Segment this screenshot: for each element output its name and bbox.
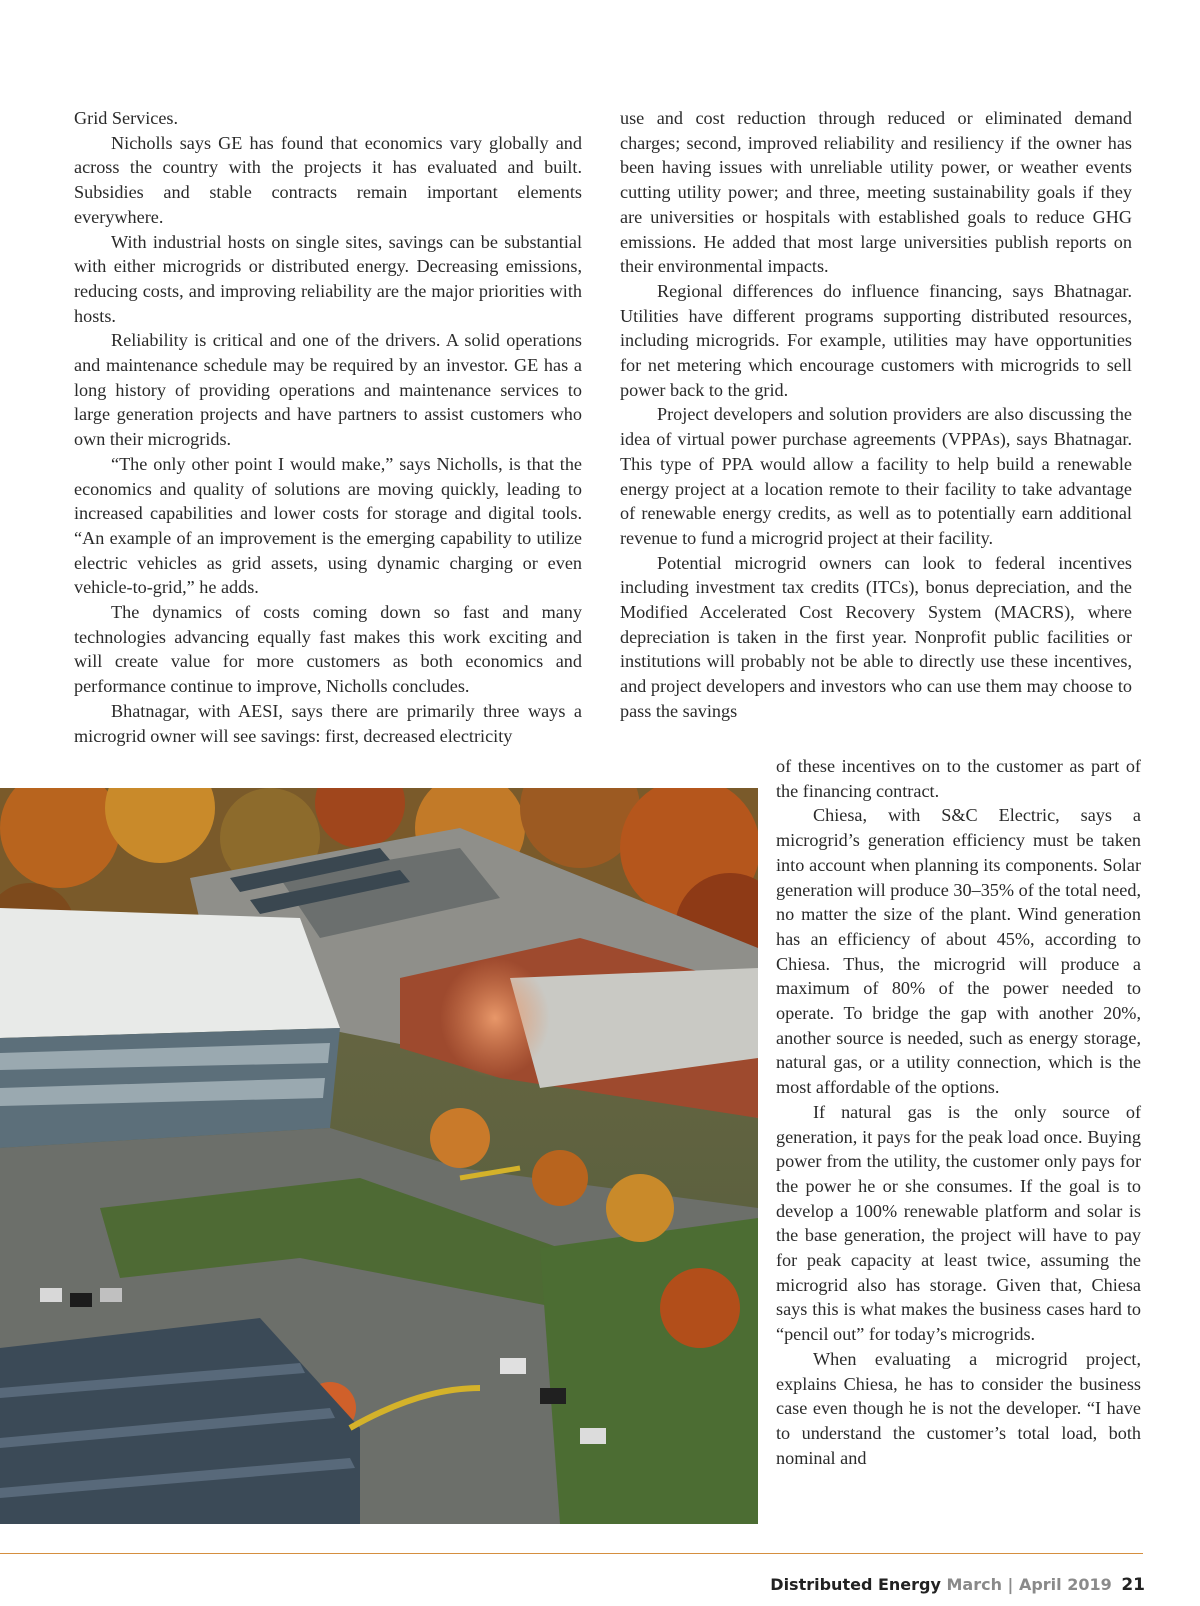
- paragraph: If natural gas is the only source of generation, it pays for the peak load once. Buying power from the utility, the customer only pays for the power he or she consumes. If the goal is to develop a 100% renewable platform and solar is the base generation, the project will have to pay for peak capacity at least twice, assuming the microgrid also has storage. Given that, Chiesa says this is what makes the business cases hard to “pencil out” for today’s microgrids.: [776, 1101, 1141, 1345]
- paragraph: Reliability is critical and one of the drivers. A solid operations and maintenance schedule may be required by an investor. GE has a long history of providing operations and maintenance services to large generation projects and have partners to assist customers who own their microgrids.: [74, 330, 582, 450]
- page-footer: [770, 1575, 1145, 1595]
- issue-date: March | April 2019: [946, 1575, 1112, 1594]
- paragraph: use and cost reduction through reduced or eliminated demand charges; second, improved reliability and resiliency if the owner has been having issues with unreliable utility power, or weather events cutting utility power; and three, meeting sustainability goals if they are universities or hospitals with established goals to reduce GHG emissions. He added that most large universities publish reports on their environmental impacts.: [620, 108, 1132, 277]
- footer-rule: [0, 1553, 1143, 1554]
- paragraph: “The only other point I would make,” says Nicholls, is that the economics and quality of solutions are moving quickly, leading to increased capabilities and lower costs for storage and digital tools. “An example of an improvement is the emerging capability to utilize electric vehicles as grid assets, using dynamic charging or even vehicle-to-grid,” he adds.: [74, 453, 582, 598]
- paragraph: The dynamics of costs coming down so fast and many technologies advancing equally fast makes this work exciting and will create value for more customers as both economics and performance continue to improve, Nicholls concludes.: [74, 602, 582, 697]
- paragraph: With industrial hosts on single sites, savings can be substantial with either microgrids or distributed energy. Decreasing emissions, reducing costs, and improving reliability are the major priorities with hosts.: [74, 231, 582, 326]
- right-text-column-top: [620, 106, 1132, 724]
- paragraph: of these incentives on to the customer as part of the financing contract.: [776, 756, 1141, 801]
- publication-name: Distributed Energy: [770, 1575, 941, 1594]
- paragraph: Nicholls says GE has found that economics vary globally and across the country with the projects it has evaluated and built. Subsidies and stable contracts remain important elements everywhere.: [74, 132, 582, 227]
- paragraph: Potential microgrid owners can look to federal incentives including investment tax credits (ITCs), bonus depreciation, and the Modified Accelerated Cost Recovery System (MACRS), where depreciation is taken in the first year. Nonprofit public facilities or institutions will probably not be able to directly use these incentives, and project developers and investors who can use them may choose to pass the savings: [620, 552, 1132, 721]
- paragraph: Project developers and solution providers are also discussing the idea of virtual power purchase agreements (VPPAs), says Bhatnagar. This type of PPA would allow a facility to help build a renewable energy project at a location remote to their facility to take advantage of renewable energy credits, as well as to potentially earn additional revenue to fund a microgrid project at their facility.: [620, 404, 1132, 548]
- paragraph: Regional differences do influence financing, says Bhatnagar. Utilities have different programs supporting distributed resources, including microgrids. For example, utilities may have opportunities for net metering which encourage customers with microgrids to sell power back to the grid.: [620, 280, 1132, 400]
- paragraph: Chiesa, with S&C Electric, says a microgrid’s generation efficiency must be taken into account when planning its components. Solar generation will produce 30–35% of the total need, no matter the size of the plant. Wind generation has an efficiency of about 45%, according to Chiesa. Thus, the microgrid will produce a maximum of 80% of the power needed to operate. To bridge the gap with another 20%, another source is needed, such as energy storage, natural gas, or a utility connection, which is the most affordable of the options.: [776, 805, 1141, 1098]
- right-text-column-bottom: [776, 754, 1141, 1470]
- paragraph: Bhatnagar, with AESI, says there are primarily three ways a microgrid owner will see savings: first, decreased electricity: [74, 700, 582, 746]
- page-number: 21: [1121, 1575, 1145, 1595]
- paragraph: Grid Services.: [74, 108, 179, 128]
- left-text-column: [74, 106, 582, 748]
- aerial-campus-photo: [0, 788, 758, 1524]
- paragraph: When evaluating a microgrid project, explains Chiesa, he has to consider the business case even though he is not the developer. “I have to understand the customer’s total load, both nominal and: [776, 1348, 1141, 1468]
